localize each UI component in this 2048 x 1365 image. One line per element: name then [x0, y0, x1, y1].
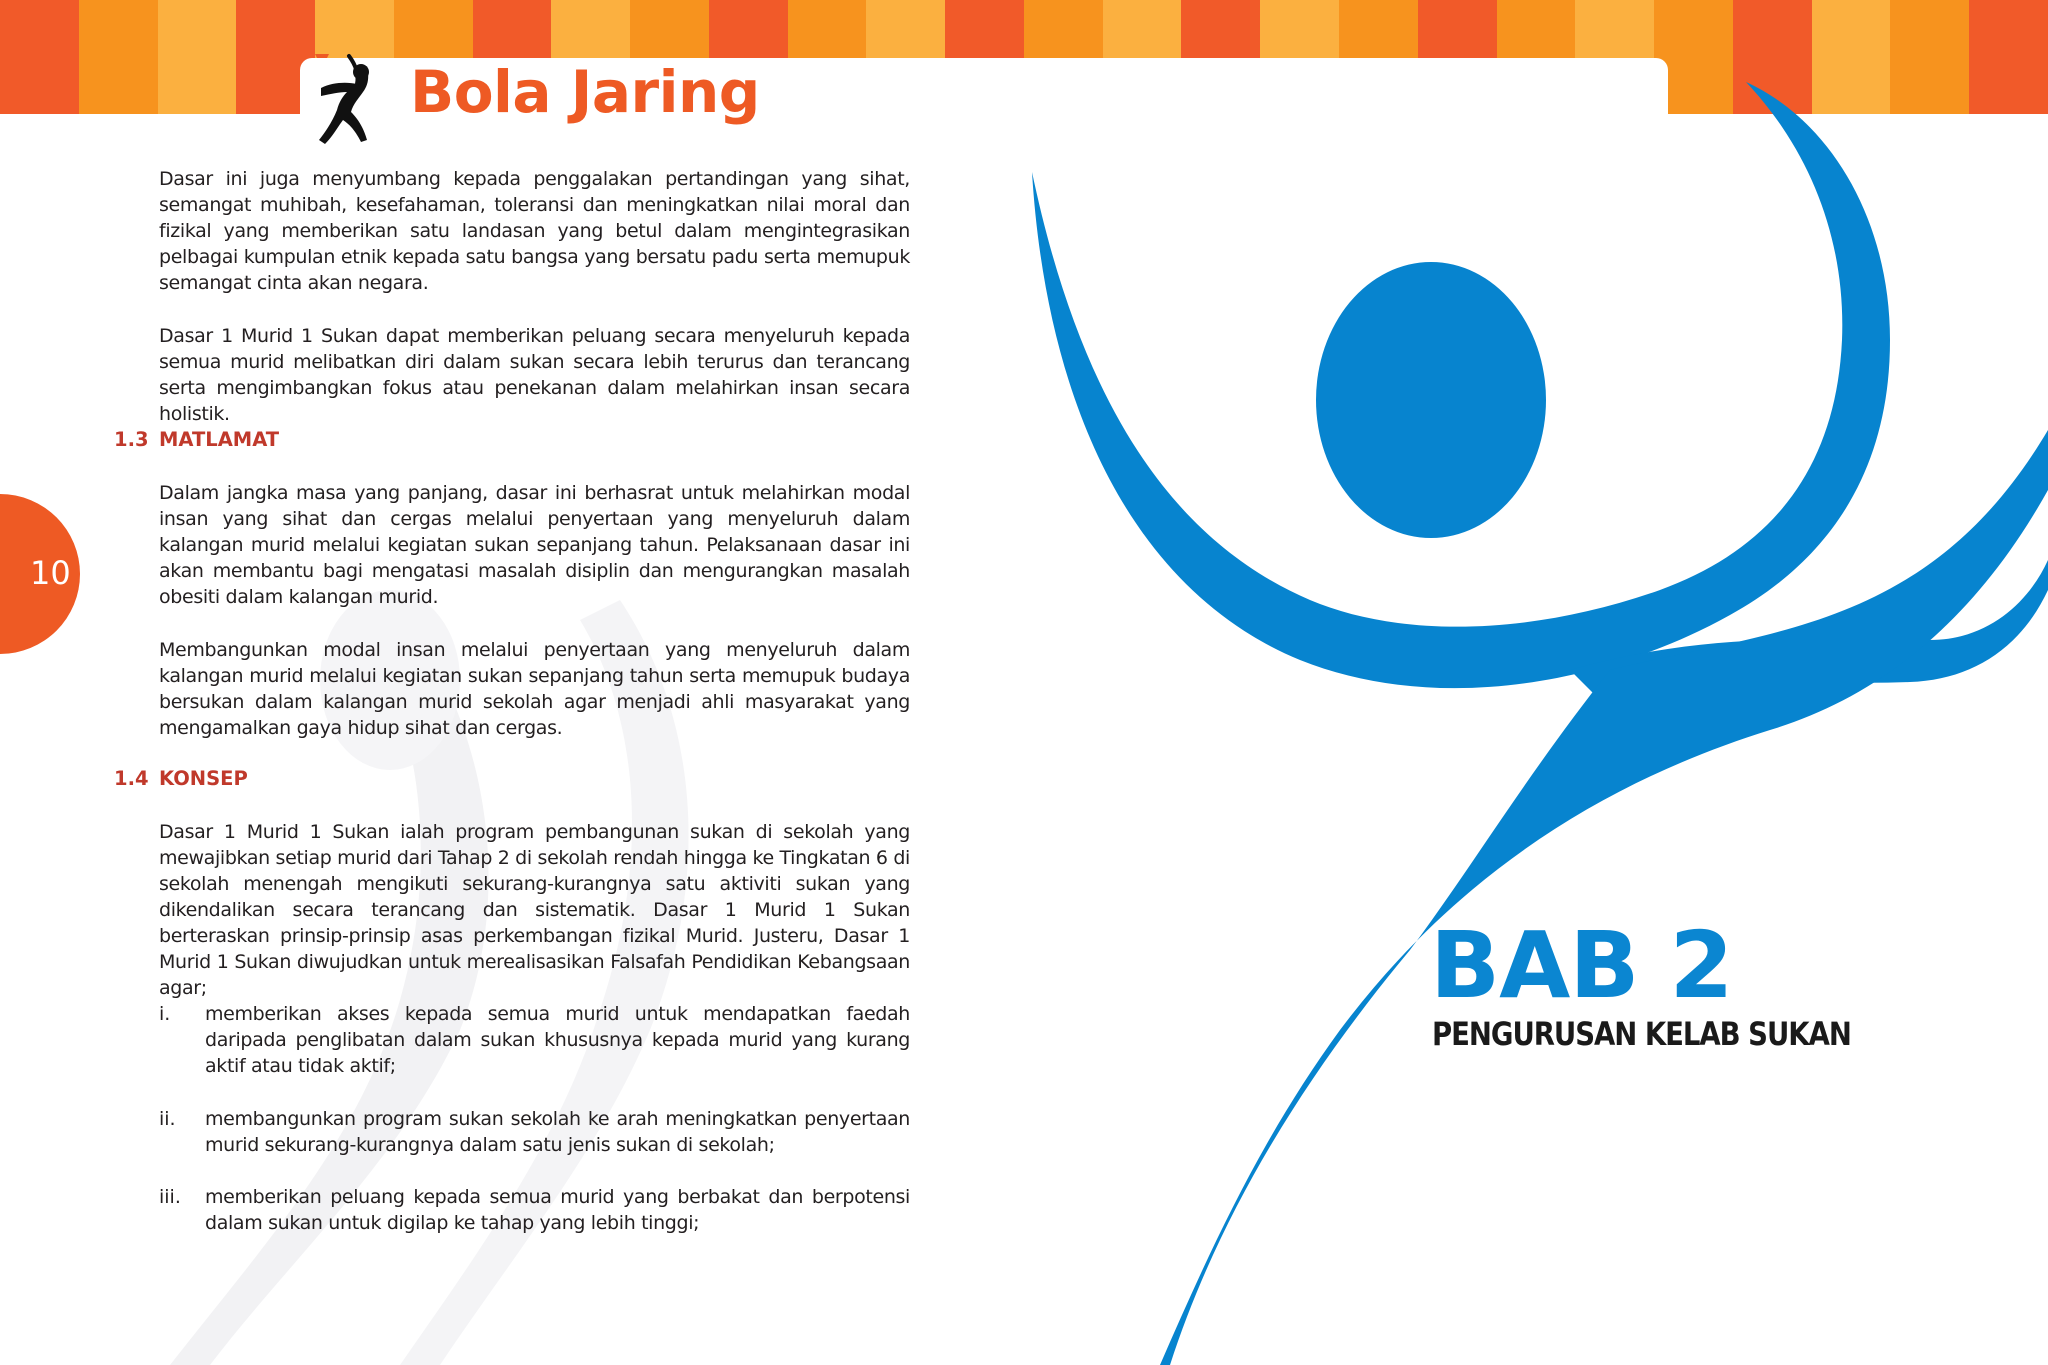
header-stripe	[158, 0, 237, 114]
list-item	[159, 1001, 910, 1079]
chapter-subtitle: PENGURUSAN KELAB SUKAN	[1432, 1015, 1851, 1053]
konsep-paragraph-1: Dasar 1 Murid 1 Sukan ialah program pembangunan sukan di sekolah yang mewajibkan setiap murid dari Tahap 2 di sekolah rendah hingga ke Tingkatan 6 di sekolah menengah mengikuti sekurang-kurangnya satu aktiviti sukan yang dikendalikan secara terancang dan sistematik. Dasar 1 Murid 1 Sukan berteraskan prinsip-prinsip asas perkembangan fizikal Murid. Justeru, Dasar 1 Murid 1 Sukan diwujudkan untuk merealisasikan Falsafah Pendidikan Kebangsaan agar;	[159, 821, 910, 999]
intro-paragraph-1: Dasar ini juga menyumbang kepada penggalakan pertandingan yang sihat, semangat muhibah, kesefahaman, toleransi dan meningkatkan nilai moral dan fizikal yang memberikan satu landasan yang betul dalam mengintegrasikan pelbagai kumpulan etnik kepada satu bangsa yang bersatu padu serta memupuk semangat cinta akan negara.	[159, 168, 910, 294]
matlamat-paragraph-1: Dalam jangka masa yang panjang, dasar ini berhasrat untuk melahirkan modal insan yang sihat dan cergas melalui penyertaan yang menyeluruh dalam kalangan murid melalui kegiatan sukan sepanjang tahun. Pelaksanaan dasar ini akan membantu bagi mengatasi masalah disiplin dan mengurangkan masalah obesiti dalam kalangan murid.	[159, 482, 910, 608]
header-stripe	[0, 0, 79, 114]
matlamat-paragraph-2: Membangunkan modal insan melalui penyertaan yang menyeluruh dalam kalangan murid melalui kegiatan sukan sepanjang tahun serta memupuk budaya bersukan dalam kalangan murid sekolah agar menjadi ahli masyarakat yang mengamalkan gaya hidup sihat dan cergas.	[159, 639, 910, 739]
section-title: KONSEP	[159, 767, 248, 790]
intro-paragraph-2: Dasar 1 Murid 1 Sukan dapat memberikan peluang secara menyeluruh kepada semua murid melibatkan diri dalam sukan secara lebih terurus dan terancang serta mengimbangkan fokus atau penekanan dalam melahirkan insan secara holistik.	[159, 325, 910, 425]
page-title: Bola Jaring	[410, 58, 760, 126]
section-number: 1.4	[114, 767, 149, 790]
section-heading-matlamat	[114, 427, 279, 453]
list-item-text: memberikan peluang kepada semua murid yang berbakat dan berpotensi dalam sukan untuk digilap ke tahap yang lebih tinggi;	[205, 1186, 910, 1234]
list-marker: iii.	[159, 1186, 181, 1208]
list-item	[159, 1184, 910, 1236]
header-stripe	[79, 0, 158, 114]
list-item-text: memberikan akses kepada semua murid untuk mendapatkan faedah daripada penglibatan dalam sukan khususnya kepada murid yang kurang aktif atau tidak aktif;	[205, 1003, 910, 1077]
chapter-title: BAB 2	[1430, 912, 1733, 1019]
section-title: MATLAMAT	[159, 428, 280, 451]
section-heading-konsep	[114, 766, 248, 792]
page-number: 10	[30, 554, 71, 592]
sport-figure-illustration	[1010, 70, 2048, 1365]
netball-player-icon	[303, 48, 389, 150]
list-item	[159, 1106, 910, 1158]
section-number: 1.3	[114, 428, 149, 451]
list-marker: ii.	[159, 1108, 176, 1130]
list-marker: i.	[159, 1003, 171, 1025]
list-item-text: membangunkan program sukan sekolah ke arah meningkatkan penyertaan murid sekurang-kurangnya dalam satu jenis sukan di sekolah;	[205, 1108, 910, 1156]
